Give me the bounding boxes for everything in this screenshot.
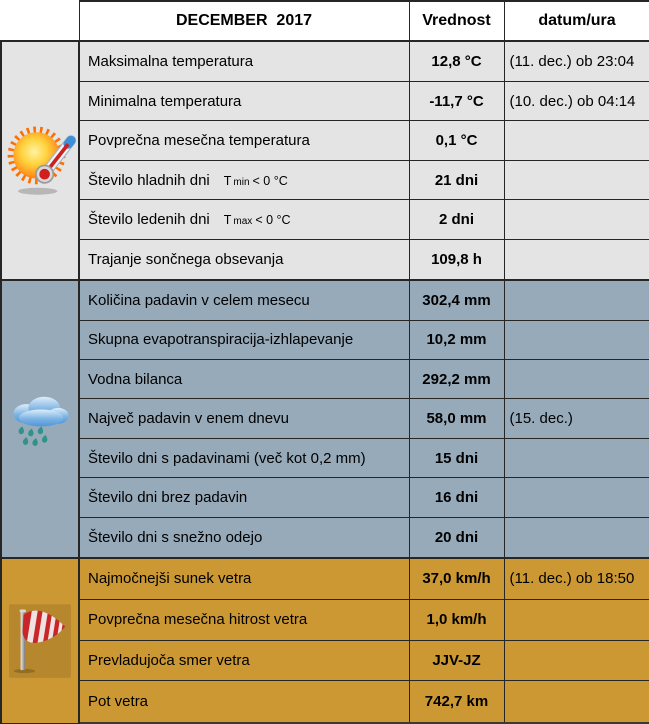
row-value-cell: 10,2 mm — [409, 320, 504, 359]
table-row — [1, 558, 649, 600]
row-label: Najmočnejši sunek vetra — [88, 570, 252, 588]
table-header-row — [1, 1, 649, 41]
row-label: Število ledenih dni — [88, 210, 210, 228]
row-label: Število dni s padavinami (več kot 0,2 mm) — [88, 449, 366, 467]
row-label-cell — [79, 438, 409, 477]
row-label: Trajanje sončnega obsevanja — [88, 250, 284, 268]
corner-spacer-cell — [1, 1, 79, 41]
table-row — [1, 320, 649, 359]
row-label: Količina padavin v celem mesecu — [88, 291, 310, 309]
row-label: Minimalna temperatura — [88, 92, 242, 110]
row-label-cell — [79, 200, 409, 239]
value-column-title: Vrednost — [422, 12, 491, 29]
row-label: Povprečna mesečna temperatura — [88, 132, 310, 150]
row-date-cell — [504, 600, 649, 641]
table-row — [1, 239, 649, 280]
row-label-cell — [79, 160, 409, 199]
row-date-cell — [504, 239, 649, 280]
row-label: Največ padavin v enem dnevu — [88, 410, 289, 428]
table-row — [1, 640, 649, 681]
condition-note: T min < 0 °C — [223, 173, 288, 188]
row-value-cell: 37,0 km/h — [409, 558, 504, 600]
row-label-cell — [79, 280, 409, 321]
row-value-cell: 20 dni — [409, 517, 504, 558]
row-label: Pot vetra — [88, 693, 149, 711]
row-date-cell — [504, 121, 649, 160]
row-value-cell: -11,7 °C — [409, 82, 504, 121]
row-label: Prevladujoča smer vetra — [88, 652, 250, 670]
row-date-cell — [504, 681, 649, 723]
row-value-cell: 742,7 km — [409, 681, 504, 723]
row-label-cell — [79, 82, 409, 121]
row-date-cell: (15. dec.) — [504, 399, 649, 438]
table-row — [1, 360, 649, 399]
precipitation-section-icon-cell — [1, 280, 79, 558]
row-value-cell: JJV-JZ — [409, 640, 504, 681]
row-label: Skupna evapotranspiracija-izhlapevanje — [88, 331, 354, 349]
table-row — [1, 681, 649, 723]
row-date-cell: (10. dec.) ob 04:14 — [504, 82, 649, 121]
row-label: Število hladnih dni — [88, 171, 210, 189]
row-label-cell — [79, 399, 409, 438]
table-row — [1, 438, 649, 477]
row-label-cell — [79, 320, 409, 359]
row-label: Povprečna mesečna hitrost vetra — [88, 611, 308, 629]
condition-note: T max < 0 °C — [223, 212, 291, 227]
row-date-cell — [504, 200, 649, 239]
row-value-cell: 0,1 °C — [409, 121, 504, 160]
table-row — [1, 600, 649, 641]
row-value-cell: 21 dni — [409, 160, 504, 199]
table-row — [1, 121, 649, 160]
table-row — [1, 82, 649, 121]
row-label-cell — [79, 41, 409, 82]
row-label-cell — [79, 640, 409, 681]
row-date-cell: (11. dec.) ob 18:50 — [504, 558, 649, 600]
table-row — [1, 200, 649, 239]
row-value-cell: 1,0 km/h — [409, 600, 504, 641]
row-date-cell: (11. dec.) ob 23:04 — [504, 41, 649, 82]
row-label-cell — [79, 600, 409, 641]
row-date-cell — [504, 438, 649, 477]
header-date-cell — [504, 1, 649, 41]
row-label-cell — [79, 478, 409, 517]
row-date-cell — [504, 280, 649, 321]
row-label-cell — [79, 121, 409, 160]
row-date-cell — [504, 320, 649, 359]
row-value-cell: 58,0 mm — [409, 399, 504, 438]
header-month-cell — [79, 1, 409, 41]
row-value-cell: 12,8 °C — [409, 41, 504, 82]
row-label-cell — [79, 360, 409, 399]
table-row — [1, 160, 649, 199]
rain-cloud-icon — [2, 281, 78, 557]
row-label-cell — [79, 558, 409, 600]
row-date-cell — [504, 360, 649, 399]
row-value-cell: 2 dni — [409, 200, 504, 239]
table-row — [1, 41, 649, 82]
row-date-cell — [504, 478, 649, 517]
row-label: Število dni brez padavin — [88, 488, 248, 506]
row-value-cell: 15 dni — [409, 438, 504, 477]
row-label: Maksimalna temperatura — [88, 53, 254, 70]
row-label-cell — [79, 239, 409, 280]
sun-thermometer-icon — [2, 42, 78, 279]
row-date-cell — [504, 160, 649, 199]
wind-section-icon-cell — [1, 558, 79, 723]
date-column-title: datum/ura — [538, 12, 616, 29]
row-date-cell — [504, 640, 649, 681]
table-row — [1, 517, 649, 558]
table-row — [1, 399, 649, 438]
row-value-cell: 109,8 h — [409, 239, 504, 280]
table-row — [1, 280, 649, 321]
row-value-cell: 302,4 mm — [409, 280, 504, 321]
temperature-section-icon-cell — [1, 41, 79, 280]
row-label: Vodna bilanca — [88, 370, 183, 388]
row-value-cell: 292,2 mm — [409, 360, 504, 399]
month-title: DECEMBER 2017 — [175, 12, 313, 29]
row-label: Število dni s snežno odejo — [88, 528, 263, 546]
header-value-cell — [409, 1, 504, 41]
row-label-cell — [79, 681, 409, 723]
row-label-cell — [79, 517, 409, 558]
windsock-icon — [2, 559, 78, 723]
row-date-cell — [504, 517, 649, 558]
table-row — [1, 478, 649, 517]
row-value-cell: 16 dni — [409, 478, 504, 517]
